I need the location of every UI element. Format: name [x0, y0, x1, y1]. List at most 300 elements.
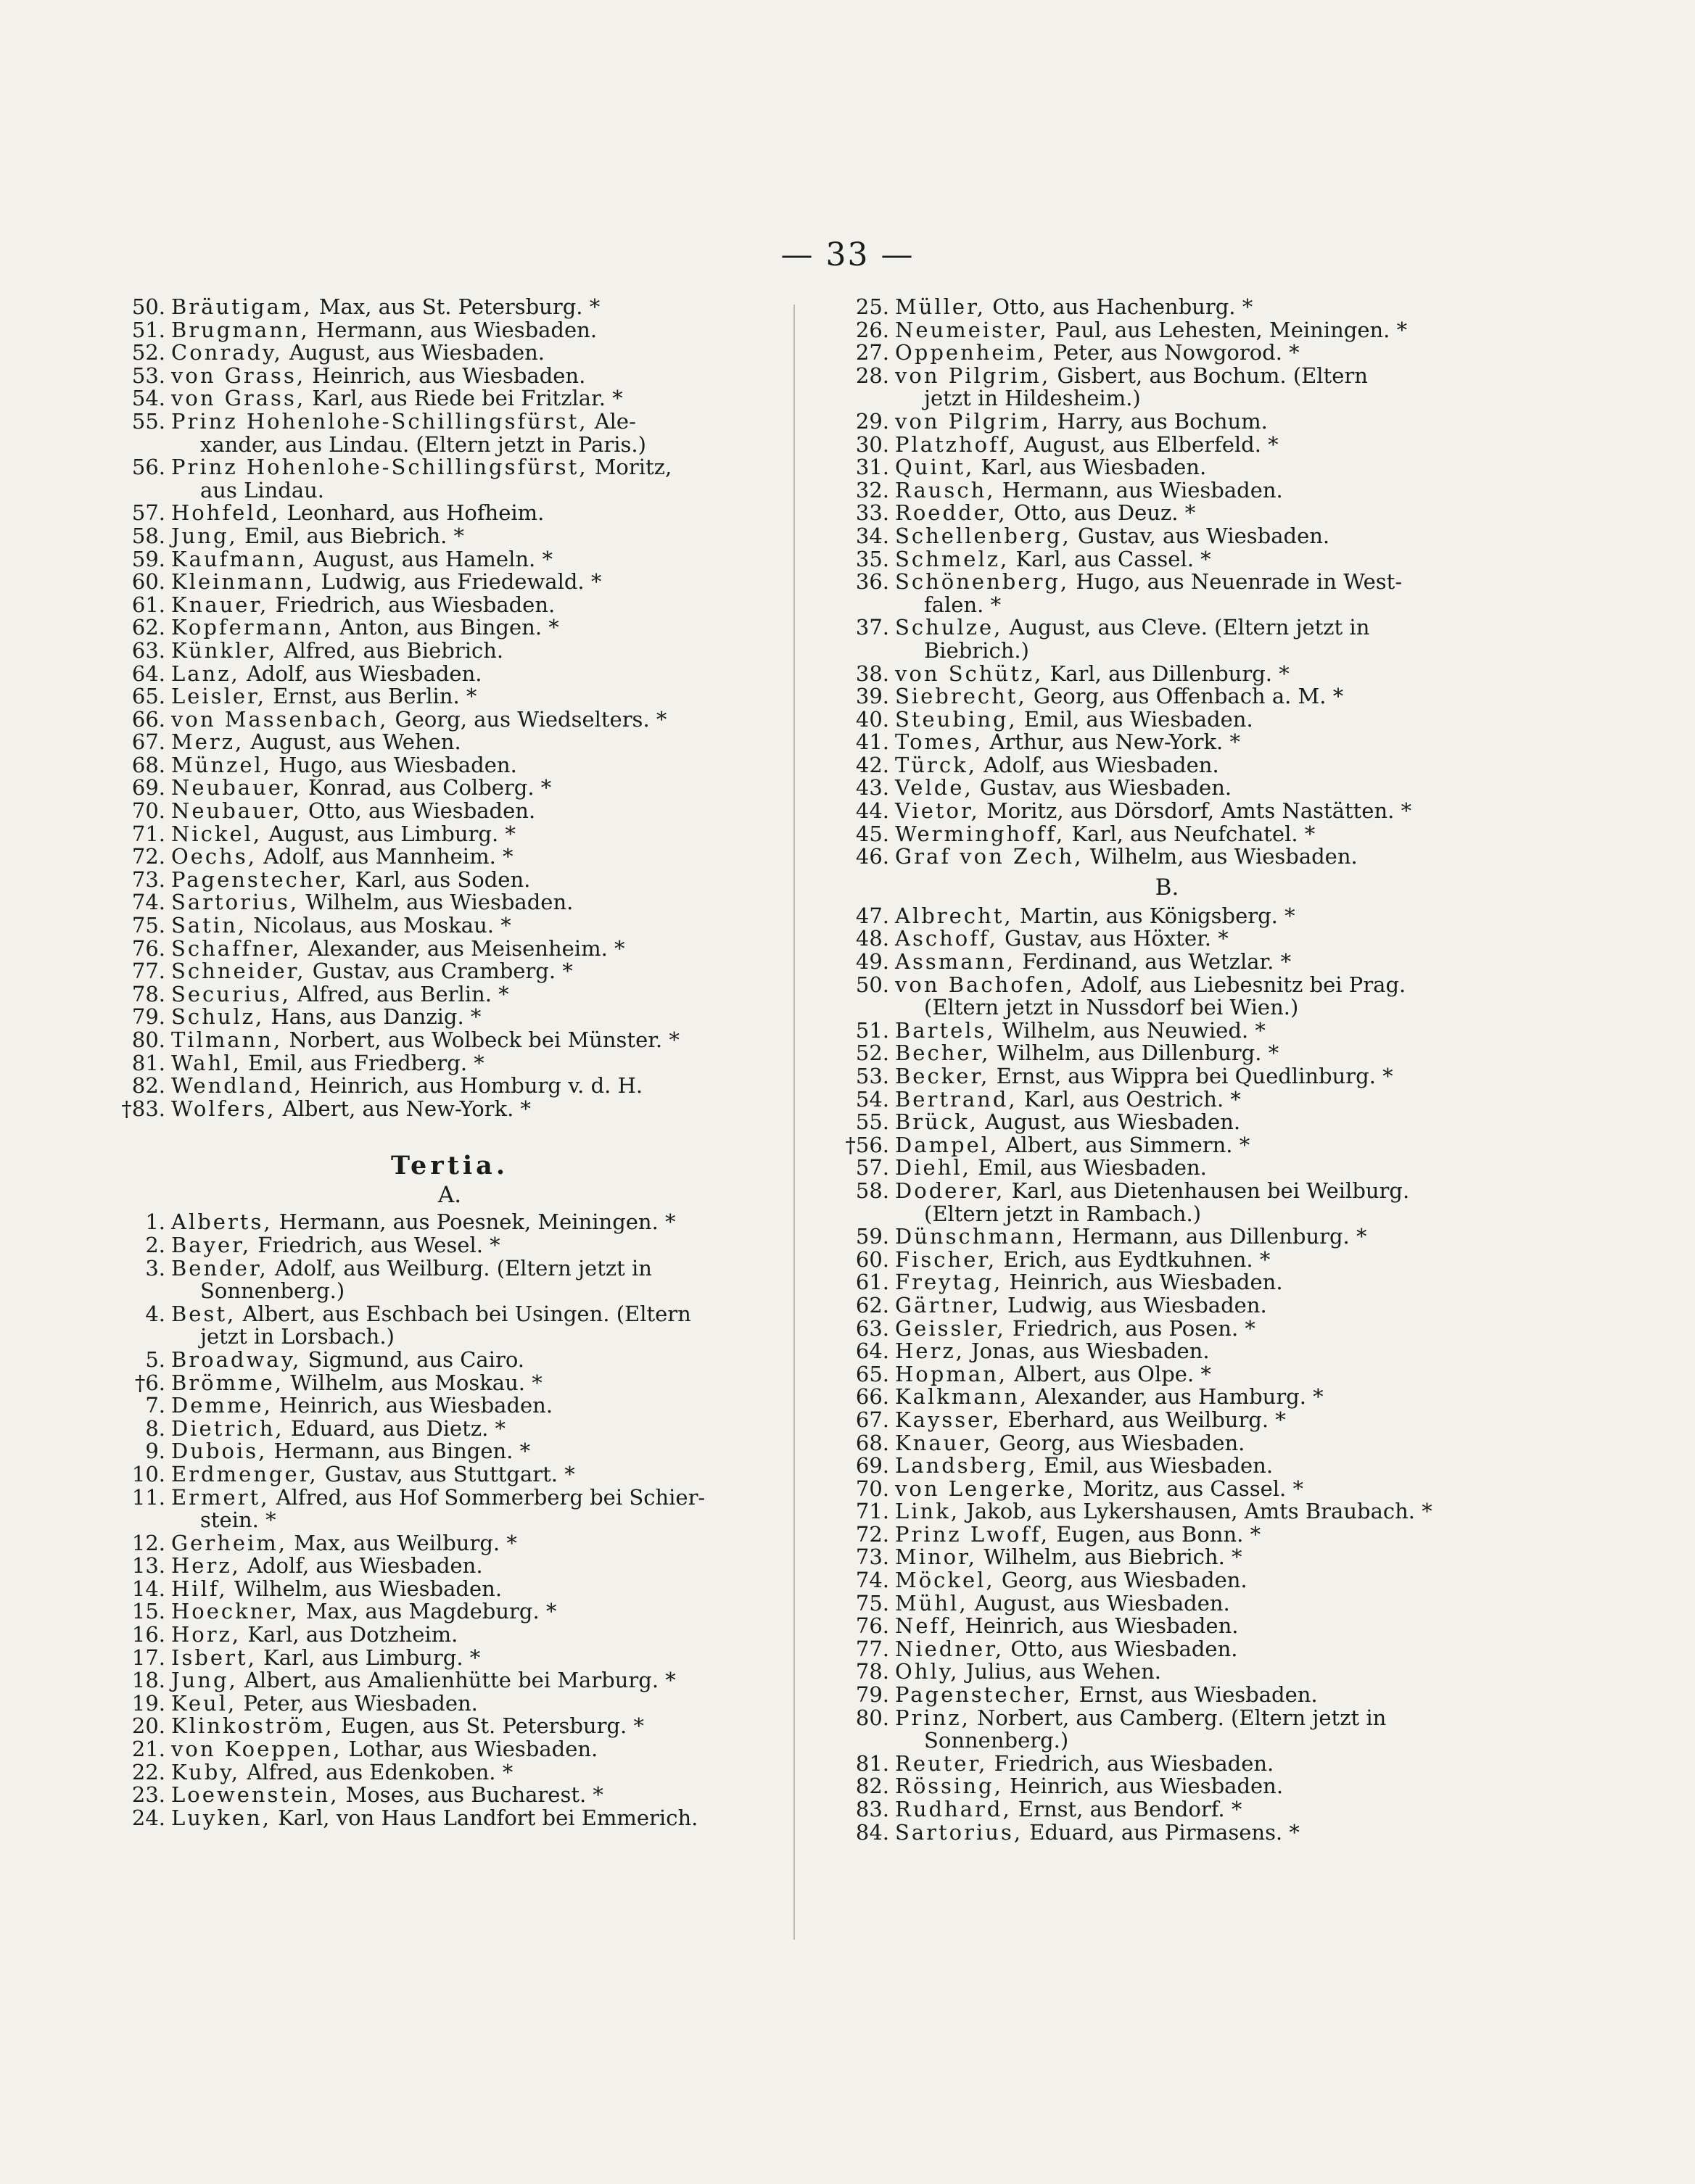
entry-surname: Securius, [171, 981, 291, 1006]
list-item [109, 616, 747, 640]
entry-number: 36. [855, 569, 889, 595]
entry-number: 64. [855, 1339, 889, 1364]
entry-number: 47. [855, 903, 889, 928]
entry-number: 71. [131, 821, 165, 846]
entry-details: Nicolaus, aus Moskau. * [253, 913, 511, 938]
entry-details: Ludwig, aus Wiesbaden. [1007, 1292, 1267, 1318]
entry-details: Albert, aus Simmern. * [1005, 1132, 1250, 1157]
entry-details: Friedrich, aus Wiesbaden. [275, 592, 556, 617]
entry-surname: von Lengerke, [895, 1476, 1076, 1501]
entry-surname: Link, [895, 1499, 960, 1524]
entry-details: Karl, aus Soden. [355, 866, 531, 892]
entry-surname: Dampel, [895, 1132, 999, 1157]
entry-number: 1. [145, 1209, 165, 1235]
entry-details: Wilhelm, aus Wiesbaden. [234, 1576, 503, 1601]
section-b-heading: B . [833, 874, 1458, 901]
entry-number: 73. [855, 1544, 889, 1570]
list-item [109, 637, 747, 663]
entry-surname: von Schütz, [895, 661, 1044, 686]
entry-number: 11. [131, 1484, 165, 1510]
entry-details: Emil, aus Biebrich. * [244, 523, 465, 548]
entry-number: 9. [145, 1439, 165, 1464]
entry-surname: Gärtner, [895, 1292, 1001, 1318]
entry-details: Wilhelm, aus Dillenburg. * [997, 1041, 1279, 1066]
entry-surname: Quint, [895, 455, 975, 480]
entry-surname: Dietrich, [171, 1415, 284, 1441]
list-item [109, 914, 747, 938]
right-column [833, 296, 1458, 1844]
entry-details: Adolf, aus Wiesbaden. [247, 1553, 483, 1579]
entry-details: Gustav, aus Wiesbaden. [1077, 523, 1330, 548]
entry-surname: Jung, [171, 1668, 238, 1693]
entry-number: 71. [855, 1499, 889, 1524]
entry-details: Karl, aus Dietenhausen bei Weilburg. [1011, 1178, 1410, 1203]
list-item [833, 1592, 1458, 1616]
entry-details: Ernst, aus Wiesbaden. [1079, 1682, 1318, 1708]
list-item [109, 708, 747, 732]
entry-details: Ernst, aus Wippra bei Quedlinburg. * [996, 1064, 1393, 1088]
list-item [109, 1486, 747, 1532]
entry-surname: Reuter, [895, 1750, 988, 1776]
entry-surname: Klinkoström, [171, 1713, 334, 1739]
list-item [833, 1111, 1458, 1134]
entry-details: Hugo, aus Neuenrade in West- [1076, 569, 1403, 595]
entry-surname: Knauer, [895, 1430, 993, 1455]
entry-number: 82. [855, 1774, 889, 1799]
entry-details: Moritz, [594, 455, 672, 480]
entry-number: 67. [855, 1407, 889, 1432]
entry-number: 68. [131, 752, 165, 777]
entry-surname: Brück, [895, 1109, 978, 1135]
entry-surname: Steubing, [895, 706, 1018, 732]
entry-details: Karl, aus Wiesbaden. [981, 455, 1207, 480]
list-item [109, 594, 747, 617]
entry-details: Hermann, aus Wiesbaden. [316, 317, 598, 342]
entry-number: 62. [855, 1292, 889, 1318]
entry-surname: Kaufmann, [171, 546, 307, 571]
entry-surname: Aschoff, [895, 926, 998, 951]
entry-surname: Dünschmann, [895, 1224, 1065, 1249]
list-item [833, 365, 1458, 410]
entry-surname: Schmelz, [895, 546, 1010, 571]
entry-details: Emil, aus Wiesbaden. [978, 1155, 1207, 1180]
list-item [833, 845, 1458, 869]
entry-continuation: jetzt in Hildesheim.) [924, 386, 1141, 411]
entry-surname: Jung, [171, 523, 238, 548]
entry-number: 73. [131, 866, 165, 892]
list-item [833, 1225, 1458, 1249]
list-item [833, 431, 1458, 457]
list-item [833, 1134, 1458, 1157]
entry-surname: Becher, [895, 1041, 991, 1066]
entry-number: 20. [131, 1713, 165, 1739]
entry-surname: Oechs, [171, 844, 257, 869]
list-item [833, 708, 1458, 732]
entry-details: Friedrich, aus Wiesbaden. [994, 1750, 1274, 1776]
entry-details: Alfred, aus Edenkoben. * [247, 1759, 514, 1784]
entry-number: 76. [855, 1613, 889, 1639]
entry-details: Eduard, aus Pirmasens. * [1029, 1819, 1300, 1845]
entry-details: Gustav, aus Cramberg. * [312, 959, 573, 984]
entry-details: Sigmund, aus Cairo. [308, 1347, 524, 1372]
list-item [109, 823, 747, 846]
entry-details: August, aus Wiesbaden. [985, 1109, 1241, 1135]
entry-surname: Herz, [171, 1553, 241, 1579]
entry-number: 75. [131, 913, 165, 938]
list-item [833, 1569, 1458, 1592]
entry-surname: Albrecht, [895, 903, 1013, 928]
entry-details: Jonas, aus Wiesbaden. [971, 1339, 1210, 1364]
entry-continuation: (Eltern jetzt in Rambach.) [924, 1201, 1202, 1226]
entry-details: Max, aus Weilburg. * [294, 1530, 517, 1555]
entry-surname: Prinz Hohenlohe-Schillingsfürst, [171, 408, 588, 434]
entry-number: 16. [131, 1622, 165, 1647]
entry-number: 21. [131, 1737, 165, 1762]
entry-details: August, aus Cleve. (Eltern jetzt in [1009, 615, 1370, 640]
entry-details: Albert, aus Eschbach bei Usingen. (Eltern [242, 1301, 691, 1326]
list-item [833, 319, 1458, 342]
entry-details: Max, aus St. Petersburg. * [318, 294, 601, 319]
entry-surname: Schaffner, [171, 935, 302, 961]
entry-number: 61. [855, 1270, 889, 1295]
entry-number: 74. [855, 1568, 889, 1593]
list-item [833, 1409, 1458, 1432]
entry-number: 76. [131, 935, 165, 961]
entry-surname: Werminghoff, [895, 821, 1065, 846]
list-item [109, 1578, 747, 1601]
entry-surname: Mühl, [895, 1590, 968, 1616]
entry-number: 53. [855, 1064, 889, 1088]
entry-number: 51. [131, 317, 165, 342]
entry-details: Moritz, aus Dörsdorf, Amts Nastätten. * [986, 798, 1412, 824]
entry-continuation: (Eltern jetzt in Nussdorf bei Wien.) [924, 995, 1299, 1020]
list-item [833, 1088, 1458, 1112]
list-item [833, 1455, 1458, 1478]
entry-number: 41. [855, 729, 889, 755]
entry-number: 66. [855, 1384, 889, 1410]
list-item [109, 410, 747, 456]
entry-number: 63. [131, 637, 165, 663]
entry-surname: Tilmann, [171, 1027, 283, 1052]
entry-surname: Fischer, [895, 1246, 997, 1272]
list-item [833, 1798, 1458, 1821]
list-item [833, 1500, 1458, 1523]
entry-surname: Pagenstecher, [171, 866, 349, 892]
list-item [109, 866, 747, 892]
list-item [833, 1386, 1458, 1409]
entry-number: 50. [855, 972, 889, 997]
left-lower-list [109, 1211, 747, 1829]
entry-number: †83. [121, 1096, 165, 1121]
entry-details: Ernst, aus Berlin. * [273, 684, 477, 709]
entry-details: Albert, aus Olpe. * [1014, 1361, 1211, 1386]
entry-details: Emil, aus Wiesbaden. [1023, 706, 1253, 732]
entry-details: Albert, aus New-York. * [282, 1096, 532, 1121]
list-item [109, 296, 747, 319]
list-item [833, 823, 1458, 846]
entry-details: Karl, aus Limburg. * [263, 1645, 481, 1670]
list-item [833, 1432, 1458, 1455]
entry-surname: von Pilgrim, [895, 363, 1051, 388]
list-item [109, 571, 747, 594]
entry-number: 79. [131, 1004, 165, 1030]
entry-details: Otto, aus Wiesbaden. [308, 798, 536, 824]
list-item [109, 1669, 747, 1692]
entry-surname: Neff, [895, 1613, 959, 1639]
entry-surname: Brömme, [171, 1370, 284, 1395]
entry-number: 74. [131, 890, 165, 915]
entry-number: 56. [131, 455, 165, 480]
list-item [833, 1246, 1458, 1272]
entry-surname: Schönenberg, [895, 569, 1070, 595]
entry-surname: Bayer, [171, 1232, 252, 1257]
entry-details: Adolf, aus Liebesnitz bei Prag. [1081, 972, 1406, 997]
entry-number: 81. [131, 1050, 165, 1075]
list-item [833, 502, 1458, 525]
entry-number: 59. [131, 546, 165, 571]
entry-surname: Isbert, [171, 1645, 257, 1670]
entry-details: Arthur, aus New-York. * [989, 729, 1240, 755]
list-item [109, 1006, 747, 1029]
list-item [109, 1098, 747, 1121]
entry-surname: Ermert, [171, 1484, 270, 1510]
entry-surname: Platzhoff, [895, 431, 1018, 457]
entry-number: 66. [131, 706, 165, 732]
entry-details: Karl, aus Oestrich. * [1023, 1086, 1241, 1112]
entry-details: Otto, aus Hachenburg. * [992, 294, 1253, 319]
entry-surname: Kopfermann, [171, 615, 334, 640]
entry-details: Paul, aus Lehesten, Meiningen. * [1055, 317, 1408, 342]
list-item [109, 456, 747, 502]
entry-surname: Ohly, [895, 1659, 960, 1684]
list-item [109, 845, 747, 869]
entry-surname: Möckel, [895, 1568, 995, 1593]
entry-surname: Schellenberg, [895, 523, 1071, 548]
list-item [109, 319, 747, 342]
entry-surname: Best, [171, 1301, 236, 1326]
entry-details: Eberhard, aus Weilburg. * [1007, 1407, 1286, 1432]
entry-number: 67. [131, 729, 165, 755]
entry-number: 52. [855, 1041, 889, 1066]
entry-number: 50. [131, 294, 165, 319]
entry-continuation: stein. * [200, 1507, 276, 1533]
entry-details: Heinrich, aus Homburg v. d. H. [310, 1073, 643, 1099]
entry-details: Alexander, aus Meisenheim. * [308, 935, 625, 961]
entry-number: 43. [855, 775, 889, 801]
entry-details: Max, aus Magdeburg. * [305, 1599, 557, 1624]
entry-number: 25. [855, 294, 889, 319]
entry-number: 32. [855, 477, 889, 502]
entry-surname: Bender, [171, 1255, 268, 1281]
list-item [109, 1394, 747, 1418]
entry-surname: Oppenheim, [895, 340, 1047, 365]
list-item [109, 731, 747, 754]
entry-details: Gisbert, aus Bochum. (Eltern [1057, 363, 1368, 388]
entry-number: 34. [855, 523, 889, 548]
entry-details: Heinrich, aus Wiesbaden. [312, 363, 586, 388]
list-item [833, 525, 1458, 548]
entry-details: Gustav, aus Höxter. * [1005, 926, 1229, 951]
entry-surname: Minor, [895, 1544, 978, 1570]
entry-surname: Kaysser, [895, 1407, 1002, 1432]
list-item [109, 891, 747, 914]
entry-number: 57. [855, 1155, 889, 1180]
list-item [833, 1065, 1458, 1088]
entry-details: Lothar, aus Wiesbaden. [348, 1737, 598, 1762]
list-item [109, 663, 747, 686]
entry-number: 54. [131, 386, 165, 411]
entry-surname: Sartorius, [895, 1819, 1023, 1845]
entry-number: 53. [131, 363, 165, 388]
page-number: — 33 — [780, 236, 915, 273]
entry-details: Adolf, aus Weilburg. (Eltern jetzt in [275, 1255, 652, 1281]
entry-details: Karl, aus Cassel. * [1015, 546, 1211, 571]
entry-number: 38. [855, 661, 889, 686]
left-column [109, 296, 747, 1829]
entry-number: 80. [131, 1027, 165, 1052]
entry-surname: Hoeckner, [171, 1599, 300, 1624]
list-item [109, 365, 747, 388]
entry-number: †6. [134, 1370, 165, 1395]
list-item [109, 548, 747, 571]
entry-details: Heinrich, aus Wiesbaden. [1010, 1774, 1284, 1799]
entry-number: 37. [855, 615, 889, 640]
entry-surname: Gerheim, [171, 1530, 288, 1555]
entry-number: 75. [855, 1590, 889, 1616]
list-item [109, 1807, 747, 1830]
list-item [833, 1523, 1458, 1547]
list-item [109, 800, 747, 823]
entry-details: Hans, aus Danzig. * [271, 1004, 482, 1030]
entry-number: 70. [131, 798, 165, 824]
entry-surname: Wendland, [171, 1073, 303, 1099]
entry-surname: Münzel, [171, 752, 272, 777]
entry-surname: Tomes, [895, 729, 983, 755]
entry-surname: Erdmenger, [171, 1461, 318, 1486]
entry-surname: Hohfeld, [171, 500, 281, 526]
list-item [109, 1257, 747, 1303]
entry-details: Friedrich, aus Wesel. * [257, 1232, 500, 1257]
entry-number: 55. [855, 1109, 889, 1135]
entry-surname: Rudhard, [895, 1797, 1012, 1821]
entry-number: 54. [855, 1086, 889, 1112]
list-item [833, 410, 1458, 434]
list-item [833, 777, 1458, 800]
entry-details: Albert, aus Amalienhütte bei Marburg. * [244, 1668, 676, 1693]
entry-number: 72. [131, 844, 165, 869]
entry-surname: Rausch, [895, 477, 996, 502]
entry-details: Alfred, aus Biebrich. [284, 637, 504, 663]
entry-details: Wilhelm, aus Neuwied. * [1002, 1017, 1266, 1043]
entry-number: 83. [855, 1797, 889, 1821]
entry-surname: Velde, [895, 775, 973, 801]
entry-number: 30. [855, 431, 889, 457]
entry-details: Harry, aus Bochum. [1057, 408, 1268, 434]
entry-number: 77. [855, 1636, 889, 1661]
entry-number: 62. [131, 615, 165, 640]
list-item [109, 1784, 747, 1807]
list-item [833, 1340, 1458, 1363]
entry-number: 31. [855, 455, 889, 480]
entry-surname: Lanz, [171, 661, 240, 686]
entry-details: Ernst, aus Bendorf. * [1018, 1797, 1242, 1821]
entry-number: 78. [131, 981, 165, 1006]
entry-details: Eugen, aus St. Petersburg. * [340, 1713, 644, 1739]
entry-details: Georg, aus Wiedselters. * [395, 706, 667, 732]
list-item [109, 777, 747, 800]
entry-number: 2. [145, 1232, 165, 1257]
entry-surname: Kalkmann, [895, 1384, 1029, 1410]
entry-surname: Demme, [171, 1393, 273, 1418]
entry-number: 8. [145, 1415, 165, 1441]
entry-details: Ludwig, aus Friedewald. * [321, 569, 602, 595]
entry-continuation: aus Lindau. [200, 477, 325, 502]
entry-number: 63. [855, 1315, 889, 1341]
list-item [109, 754, 747, 777]
list-item [109, 502, 747, 525]
entry-number: 40. [855, 706, 889, 732]
entry-number: 51. [855, 1017, 889, 1043]
list-item [833, 1546, 1458, 1569]
entry-details: Emil, aus Wiesbaden. [1044, 1453, 1274, 1478]
entry-number: 60. [855, 1246, 889, 1272]
entry-number: 69. [855, 1453, 889, 1478]
entry-surname: Freytag, [895, 1270, 1003, 1295]
entry-number: 58. [131, 523, 165, 548]
entry-details: August, aus Wiesbaden. [289, 340, 545, 365]
entry-details: Georg, aus Wiesbaden. [999, 1430, 1245, 1455]
entry-number: 65. [855, 1361, 889, 1386]
entry-number: 26. [855, 317, 889, 342]
list-item [109, 1555, 747, 1578]
list-item [833, 1294, 1458, 1318]
entry-number: 55. [131, 408, 165, 434]
entry-number: 13. [131, 1553, 165, 1579]
list-item [109, 1532, 747, 1555]
entry-surname: Sartorius, [171, 890, 300, 915]
entry-number: 19. [131, 1690, 165, 1716]
entry-surname: Prinz Hohenlohe-Schillingsfürst, [171, 455, 588, 480]
entry-number: 68. [855, 1430, 889, 1455]
entry-details: August, aus Wehen. [250, 729, 461, 755]
entry-surname: Keul, [171, 1690, 237, 1716]
entry-number: 69. [131, 775, 165, 801]
entry-details: Alexander, aus Hamburg. * [1035, 1384, 1324, 1410]
entry-details: Wilhelm, aus Wiesbaden. [1089, 844, 1358, 869]
entry-details: Moses, aus Bucharest. * [345, 1782, 603, 1808]
list-item [109, 342, 747, 365]
entry-number: 70. [855, 1476, 889, 1501]
entry-number: 52. [131, 340, 165, 365]
list-item [109, 1029, 747, 1052]
entry-number: 33. [855, 500, 889, 526]
entry-details: Ale- [594, 408, 636, 434]
entry-number: 82. [131, 1073, 165, 1099]
entry-surname: Becker, [895, 1064, 990, 1088]
right-lower-list [833, 905, 1458, 1844]
list-item [833, 1707, 1458, 1753]
list-item [833, 1660, 1458, 1684]
entry-number: 81. [855, 1750, 889, 1776]
list-item [833, 548, 1458, 571]
entry-number: 28. [855, 363, 889, 388]
entry-surname: Loewenstein, [171, 1782, 339, 1808]
entry-details: Hermann, aus Bingen. * [273, 1439, 531, 1464]
entry-number: 45. [855, 821, 889, 846]
list-item [833, 571, 1458, 616]
entry-surname: von Grass, [171, 363, 306, 388]
entry-details: Peter, aus Wiesbaden. [243, 1690, 478, 1716]
